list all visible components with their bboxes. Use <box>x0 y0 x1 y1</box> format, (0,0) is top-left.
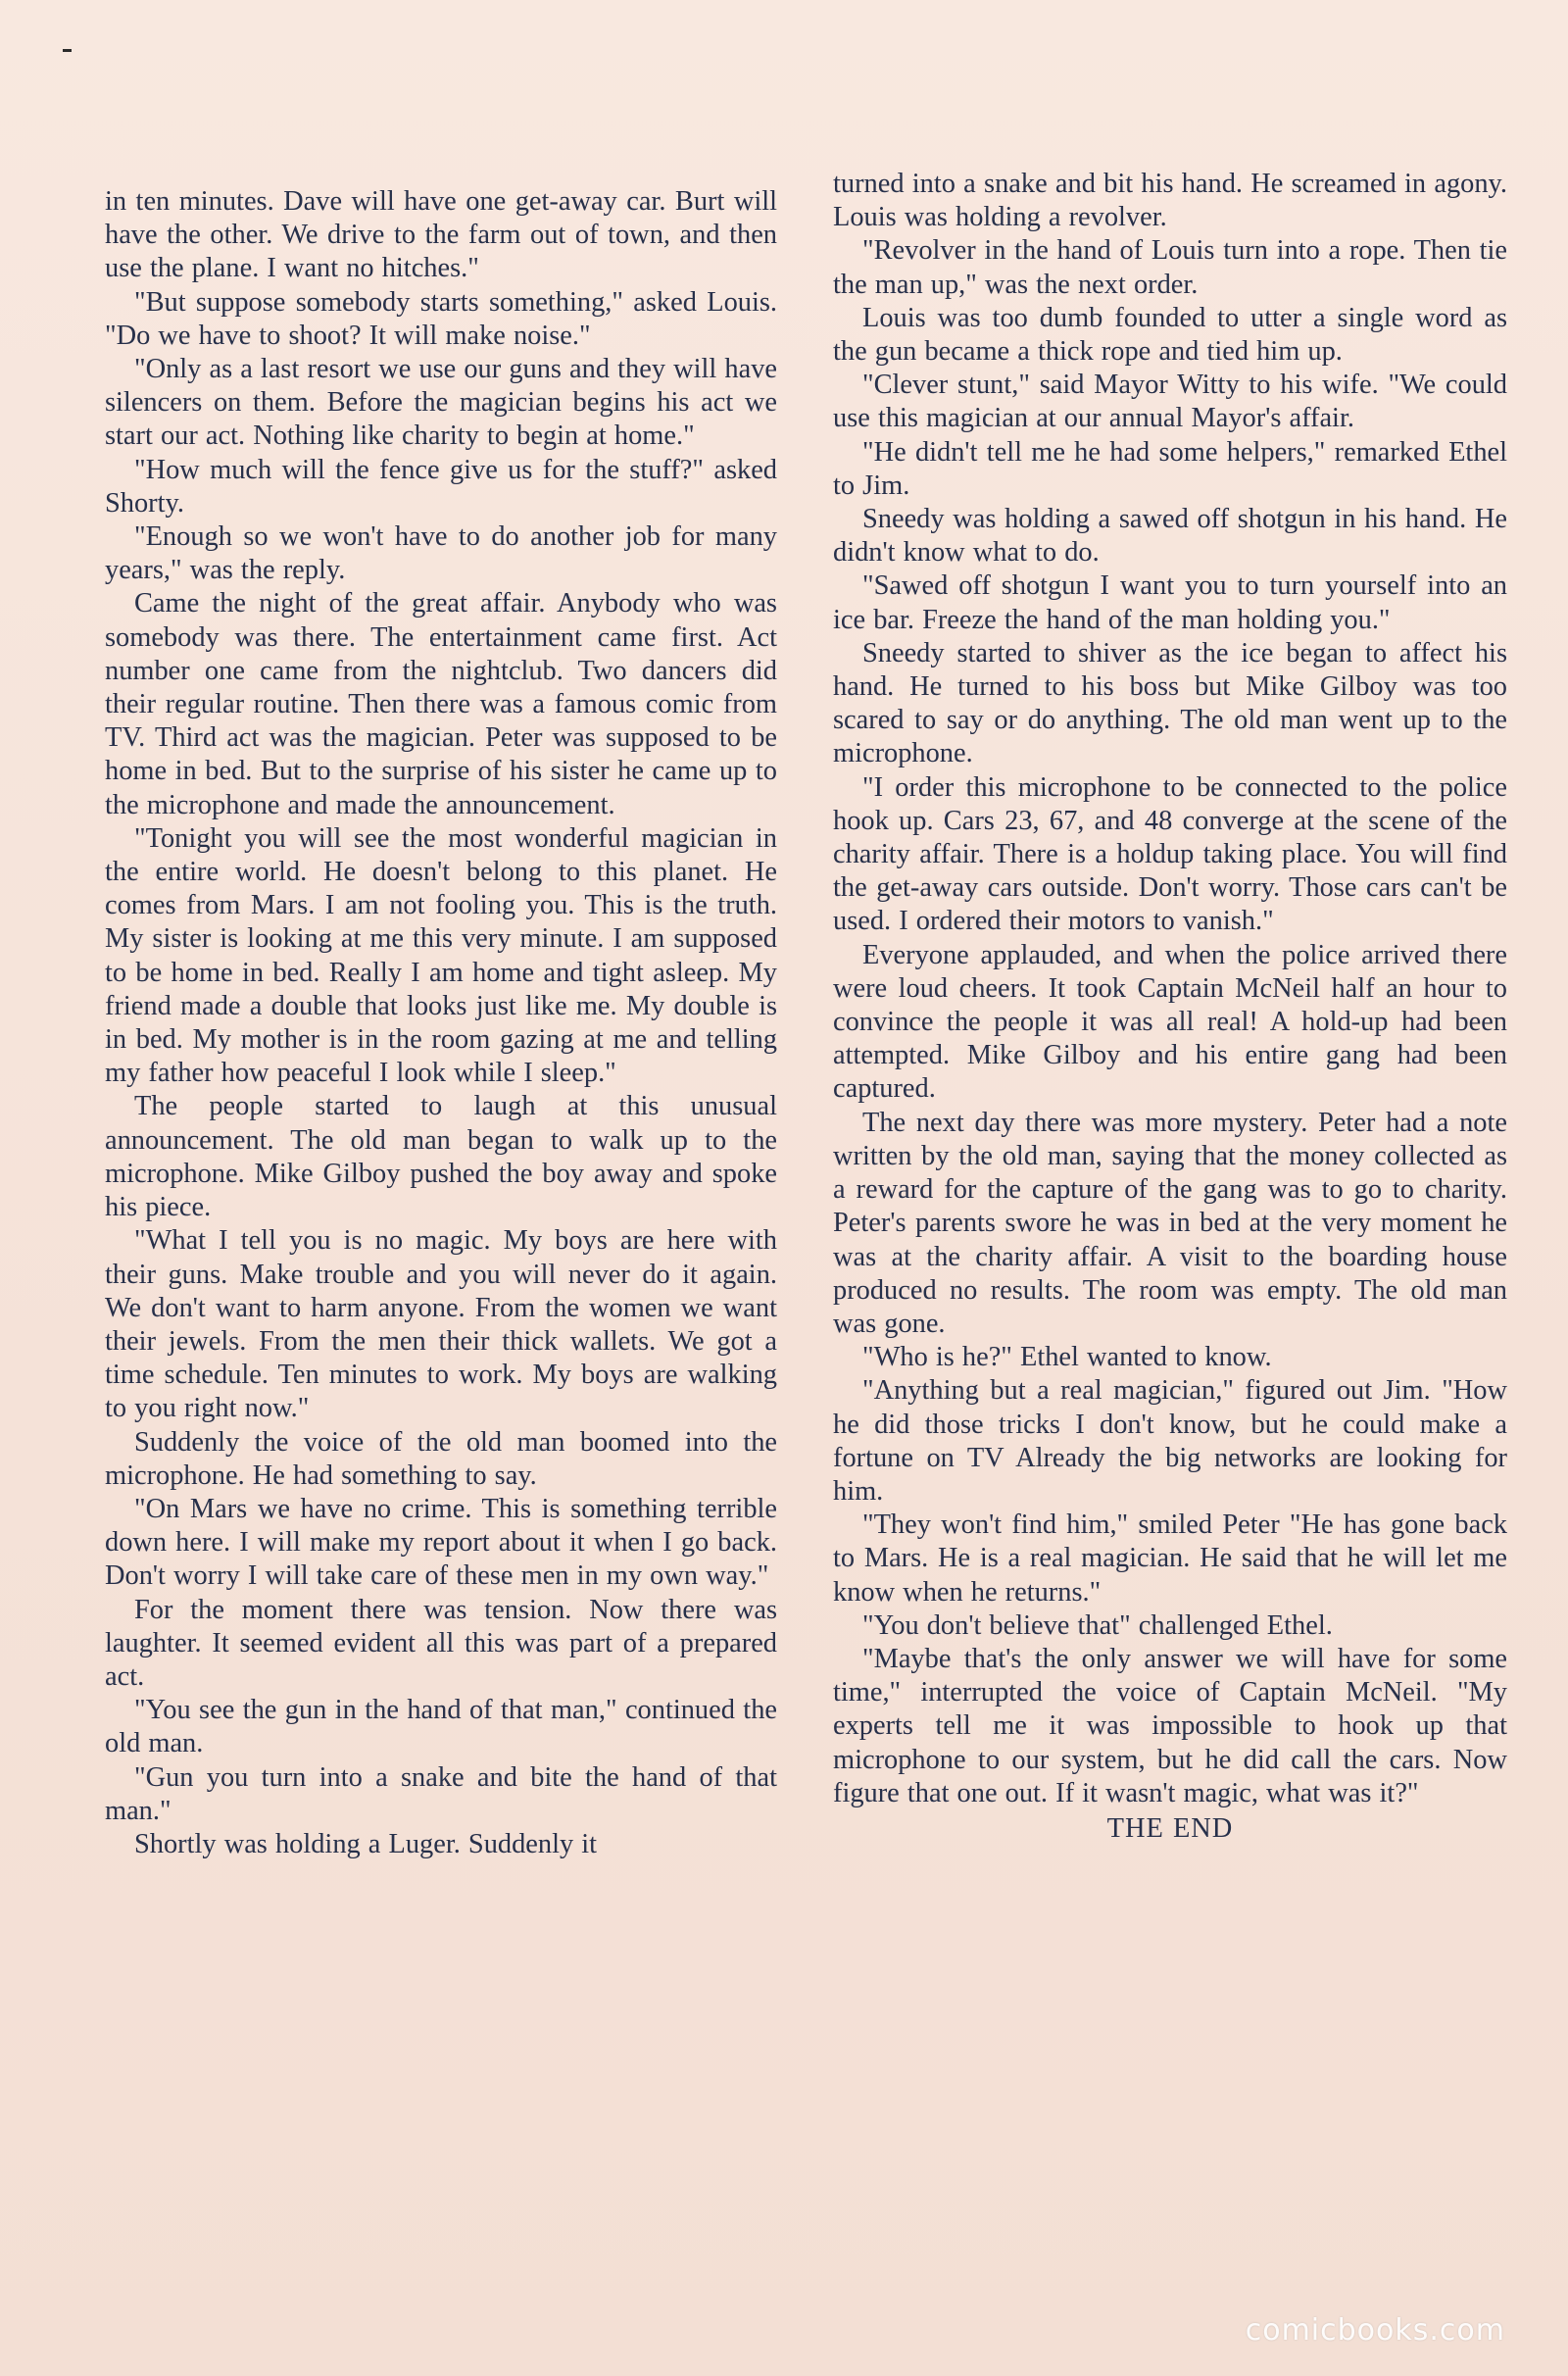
paragraph: Everyone applauded, and when the police arrived there were loud cheers. It took Captain McNeil half an hour to convince the people it was all real! A hold-up had been attempted. Mike Gilboy and his entire gang had been captured. <box>833 939 1507 1105</box>
paragraph: "Sawed off shotgun I want you to turn yourself into an ice bar. Freeze the hand of the man holding you." <box>833 570 1507 635</box>
paragraph: Shortly was holding a Luger. Suddenly it <box>134 1828 598 1859</box>
paragraph: "How much will the fence give us for the stuff?" asked Shorty. <box>105 454 777 519</box>
paragraph: "Anything but a real magician," figured out Jim. "How he did those tricks I don't know, but he could make a fortune on TV Already the big networks are looking for him. <box>833 1375 1507 1507</box>
paragraph: The next day there was more mystery. Peter had a note written by the old man, saying that the money collected as a reward for the capture of the gang was to go to charity. Peter's parents swore he was in bed at the very moment he was at the charity affair. A visit to the boarding house produced no results. The room was empty. The old man was gone. <box>833 1107 1507 1339</box>
paragraph: "Enough so we won't have to do another job for many years," was the reply. <box>105 521 777 586</box>
paragraph: "Maybe that's the only answer we will have for some time," interrupted the voice of Captain McNeil. "My experts tell me it was impossible to hook up that microphone to our system, but he did call the cars. Now figure that one out. If it wasn't magic, what was it?" <box>833 1643 1507 1808</box>
paragraph: "Revolver in the hand of Louis turn into a rope. Then tie the man up," was the next order. <box>833 235 1507 300</box>
right-paragraphs <box>833 168 1507 1810</box>
paragraph: Came the night of the great affair. Anybody who was somebody was there. The entertainment came first. Act number one came from the nightclub. Two dancers did their regular routine. Then there was a famous comic from TV. Third act was the magician. Peter was supposed to be home in bed. But to the surprise of his sister he came up to the microphone and made the announcement. <box>105 588 777 820</box>
paragraph: "But suppose somebody starts something," asked Louis. "Do we have to shoot? It will make noise." <box>105 286 777 351</box>
paragraph: For the moment there was tension. Now there was laughter. It seemed evident all this was part of a prepared act. <box>105 1594 777 1692</box>
site-watermark: comicbooks.com <box>1245 2313 1505 2348</box>
paragraph: Louis was too dumb founded to utter a single word as the gun became a thick rope and tied him up. <box>833 302 1507 368</box>
left-text-column <box>105 185 777 1861</box>
paragraph: "He didn't tell me he had some helpers," remarked Ethel to Jim. <box>833 436 1507 501</box>
paragraph: "Gun you turn into a snake and bite the hand of that man." <box>105 1761 777 1826</box>
paragraph: in ten minutes. Dave will have one get-away car. Burt will have the other. We drive to the farm out of town, and then use the plane. I want no hitches." <box>105 186 777 284</box>
paragraph: The people started to laugh at this unusual announcement. The old man began to walk up to the microphone. Mike Gilboy pushed the boy away and spoke his piece. <box>105 1091 777 1223</box>
paragraph: turned into a snake and bit his hand. He screamed in agony. Louis was holding a revolver. <box>833 169 1507 233</box>
paragraph: "What I tell you is no magic. My boys are here with their guns. Make trouble and you will never do it again. We don't want to harm anyone. From the women we want their jewels. From the men their thick wallets. We got a time schedule. Ten minutes to work. My boys are walking to you right now." <box>105 1225 777 1424</box>
paragraph: "They won't find him," smiled Peter "He has gone back to Mars. He is a real magician. He said that he will let me know when he returns." <box>833 1510 1507 1608</box>
paragraph: "Tonight you will see the most wonderful magician in the entire world. He doesn't belong to this planet. He comes from Mars. I am not fooling you. This is the truth. My sister is looking at me this very minute. I am supposed to be home in bed. Really I am home and tight asleep. My friend made a double that looks just like me. My double is in bed. My mother is in the room gazing at me and telling my father how peaceful I look while I sleep." <box>105 822 777 1089</box>
paragraph: "Only as a last resort we use our guns and they will have silencers on them. Before the magician begins his act we start our act. Nothing like charity to begin at home." <box>105 354 777 452</box>
print-mark <box>63 49 72 52</box>
paragraph: "I order this microphone to be connected to the police hook up. Cars 23, 67, and 48 converge at the scene of the charity affair. There is a holdup taking place. You will find the get-away cars outside. Don't worry. Those cars can't be used. I ordered their motors to vanish." <box>833 771 1507 937</box>
right-text-column <box>833 168 1507 1846</box>
paragraph: "You don't believe that" challenged Ethel. <box>862 1609 1333 1641</box>
paragraph: Suddenly the voice of the old man boomed into the microphone. He had something to say. <box>105 1426 777 1491</box>
paragraph: Sneedy was holding a sawed off shotgun in his hand. He didn't know what to do. <box>833 504 1507 569</box>
paragraph: Sneedy started to shiver as the ice began to affect his hand. He turned to his boss but Mike Gilboy was too scared to say or do anything. The old man went up to the microphone. <box>833 637 1507 769</box>
paragraph: "Clever stunt," said Mayor Witty to his wife. "We could use this magician at our annual Mayor's affair. <box>833 370 1507 434</box>
paragraph: "Who is he?" Ethel wanted to know. <box>862 1342 1272 1373</box>
paragraph: "You see the gun in the hand of that man," continued the old man. <box>105 1695 777 1759</box>
the-end-label: THE END <box>1106 1812 1234 1844</box>
paragraph: "On Mars we have no crime. This is something terrible down here. I will make my report about it when I go back. Don't worry I will take care of these men in my own way." <box>105 1493 777 1592</box>
